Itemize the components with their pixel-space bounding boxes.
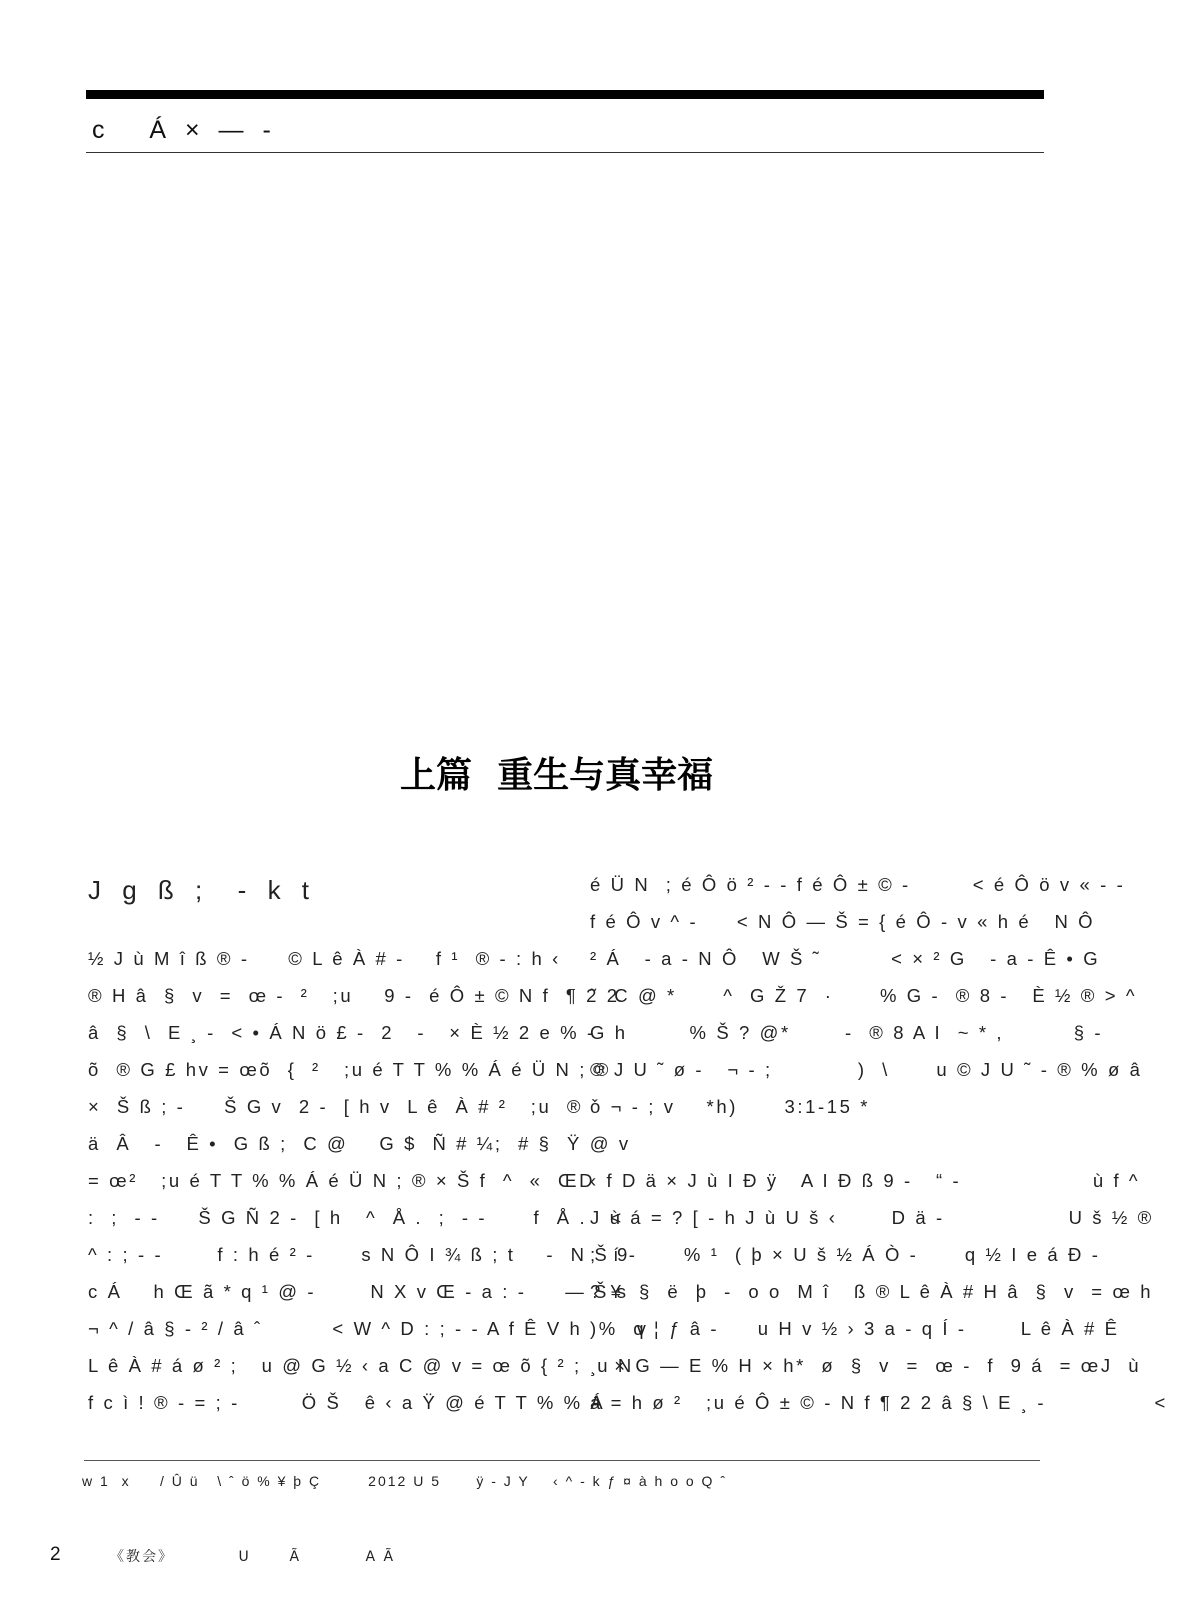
text-line: = œ² ;u é T T % % Á é Ü N ; ® × Š f ^ « ŒD: [88, 1170, 596, 1191]
text-line: )% q ¦ ƒ â - u H v ½ › 3 a - q Í - L ê À # Ê: [590, 1318, 1120, 1339]
text-line: ó ¬ - ; v *h) 3:1-15 *: [590, 1096, 871, 1117]
text-line: f c ì ! ® - = ; - Ö Š ê ‹ a Ÿ @ é T T % % Á: [88, 1392, 606, 1413]
text-line: õ ® G £ hv = œõ { ² ;u é T T % % Á é Ü N ; ®: [88, 1059, 611, 1080]
text-line: × Š ß ; - Š G v 2 - [ h v L ê À # ² ;u ® `: [88, 1096, 600, 1117]
text-line: ˜ C @ * ^ G Ž 7 · % G - ® 8 - È ½ ® > ^: [590, 985, 1138, 1006]
text-line: f é Ô v ^ - < N Ô — Š = { é Ô - v « h é N Ô: [590, 911, 1096, 932]
text-line: ¸ × G — E % H × h* ø § v = œ - f 9 á = œJ ù: [590, 1355, 1142, 1376]
text-line: ; í - % ¹ ( þ × U š ½ Á Ò - q ½ I e á Ð -: [590, 1244, 1101, 1265]
text-line: ½ J ù M î ß ® - © L ê À # - f ¹ ® - : h ‹: [88, 948, 561, 969]
article-heading: J g ß ; - k t: [88, 875, 317, 905]
text-line: é Ü N ; é Ô ö ² - - f é Ô ± © - < é Ô ö v « - -: [590, 874, 1126, 895]
footnote: w 1 x / Û ü \ ˆ ö % ¥ þ Ç 2012 U 5 ÿ - J Y ‹ ^ - k ƒ ¤ à h o o Q ˆ: [82, 1473, 727, 1489]
text-line: L ê À # á ø ² ; u @ G ½ ‹ a C @ v = œ õ { ² ; u N: [88, 1355, 634, 1376]
text-line: : ; - - Š G Ñ 2 - [ h ^ Å . ; - - f Å . <: [88, 1207, 624, 1228]
text-line: ‹ f D ä × J ù I Ð ÿ A I Ð ß 9 - “ - ù f ^: [590, 1170, 1141, 1191]
footnote-rule: [84, 1460, 1040, 1461]
text-line: ¬ ^ / â § - ² / â ˆ < W ^ D : ; - - A f Ê V h v: [88, 1318, 649, 1339]
text-line: â § \ E ¸ - < • Á N ö £ - 2 - × È ½ 2 e % -: [88, 1022, 596, 1043]
column-header-label: c Á × — -: [92, 116, 277, 144]
text-line: © J U ˜ ø - ¬ - ; ) \ u © J U ˜ - ® % ø â: [590, 1059, 1143, 1080]
text-line: ² Á - a - N Ô W Š ˜ < × ² G - a - Ê • G: [590, 948, 1101, 969]
text-line: J ù á = ? [ - h J ù U š ‹ D ä - U š ½ ®: [590, 1207, 1154, 1228]
text-line: ä Â - Ê • G ß ; C @ G $ Ñ # ¼; # § Ÿ @ v: [88, 1133, 631, 1154]
page-number: 2: [50, 1544, 61, 1565]
text-line: ? ¥ § ë þ - o o M î ß ® L ê À # H â § v = œ h: [590, 1281, 1154, 1302]
header-thick-rule: [86, 90, 1044, 99]
running-footer: 《教会》 U Ã A Ã: [110, 1549, 396, 1565]
text-line: ^ : ; - - f : h é ² - s N Ô I ¾ ß ; t - N Š 9: [88, 1244, 630, 1265]
text-line: ® H â § v = œ - ² ;u 9 - é Ô ± © N f ¶ 2 2: [88, 985, 620, 1006]
right-text-column: [590, 866, 1168, 1421]
text-line: G h % Š ? @* - ® 8 A I ~ * , § -: [590, 1022, 1104, 1043]
paragraph-break: [590, 1125, 1060, 1162]
section-title: 上篇 重生与真幸福: [400, 755, 714, 796]
text-line: c Á h Œ ã * q ¹ @ - N X v Œ - a : - — Š s: [88, 1281, 629, 1302]
text-line: á = h ø ² ;u é Ô ± © - N f ¶ 2 2 â § \ E ¸ - <: [590, 1392, 1168, 1413]
header-thin-rule: [86, 152, 1044, 153]
left-text-column: [88, 940, 649, 1421]
